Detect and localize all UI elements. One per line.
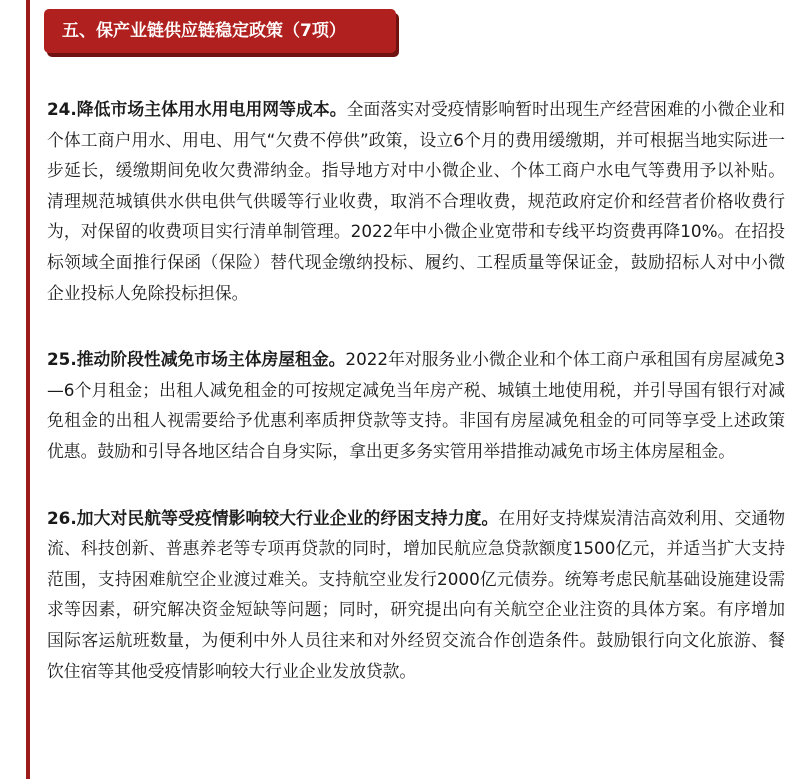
- policy-item-body: 在用好支持煤炭清洁高效利用、交通物流、科技创新、普惠养老等专项再贷款的同时，增加民航应急贷款额度1500亿元，并适当扩大支持范围，支持困难航空企业渡过难关。支持航空业发行2000亿元债券。统筹考虑民航基础设施建设需求等因素，研究解决资金短缺等问题；同时，研究提出向有关航空企业注资的具体方案。有序增加国际客运航班数量，为便利中外人员往来和对外经贸交流合作创造条件。鼓励银行向文化旅游、餐饮住宿等其他受疫情影响较大行业企业发放贷款。: [47, 507, 785, 681]
- policy-item-title: 26.加大对民航等受疫情影响较大行业企业的纾困支持力度。: [47, 507, 499, 528]
- section-title: 五、保产业链供应链稳定政策（7项）: [62, 21, 346, 41]
- section-header: [44, 9, 396, 53]
- policy-item-24: [47, 94, 785, 308]
- policy-item-25: [47, 344, 785, 466]
- policy-item-title: 25.推动阶段性减免市场主体房屋租金。: [47, 349, 346, 370]
- policy-content: [47, 94, 785, 722]
- policy-item-title: 24.降低市场主体用水用电用网等成本。: [47, 99, 347, 119]
- policy-item-body: 全面落实对受疫情影响暂时出现生产经营困难的小微企业和个体工商户用水、用电、用气“欠费不停供”政策，设立6个月的费用缓缴期，并可根据当地实际进一步延长，缓缴期间免收欠费滞纳金。指导地方对中小微企业、个体工商户水电气等费用予以补贴。清理规范城镇供水供电供气供暖等行业收费，取消不合理收费，规范政府定价和经营者价格收费行为，对保留的收费项目实行清单制管理。2022年中小微企业宽带和专线平均资费再降10%。在招投标领域全面推行保函（保险）替代现金缴纳投标、履约、工程质量等保证金，鼓励招标人对中小微企业投标人免除投标担保。: [47, 99, 785, 303]
- policy-item-26: [47, 503, 785, 687]
- left-accent-rule: [26, 0, 30, 779]
- policy-item-body: 2022年对服务业小微企业和个体工商户承租国有房屋减免3—6个月租金；出租人减免租金的可按规定减免当年房产税、城镇土地使用税，并引导国有银行对减免租金的出租人视需要给予优惠利率质押贷款等支持。非国有房屋减免租金的可同等享受上述政策优惠。鼓励和引导各地区结合自身实际，拿出更多务实管用举措推动减免市场主体房屋租金。: [47, 349, 785, 461]
